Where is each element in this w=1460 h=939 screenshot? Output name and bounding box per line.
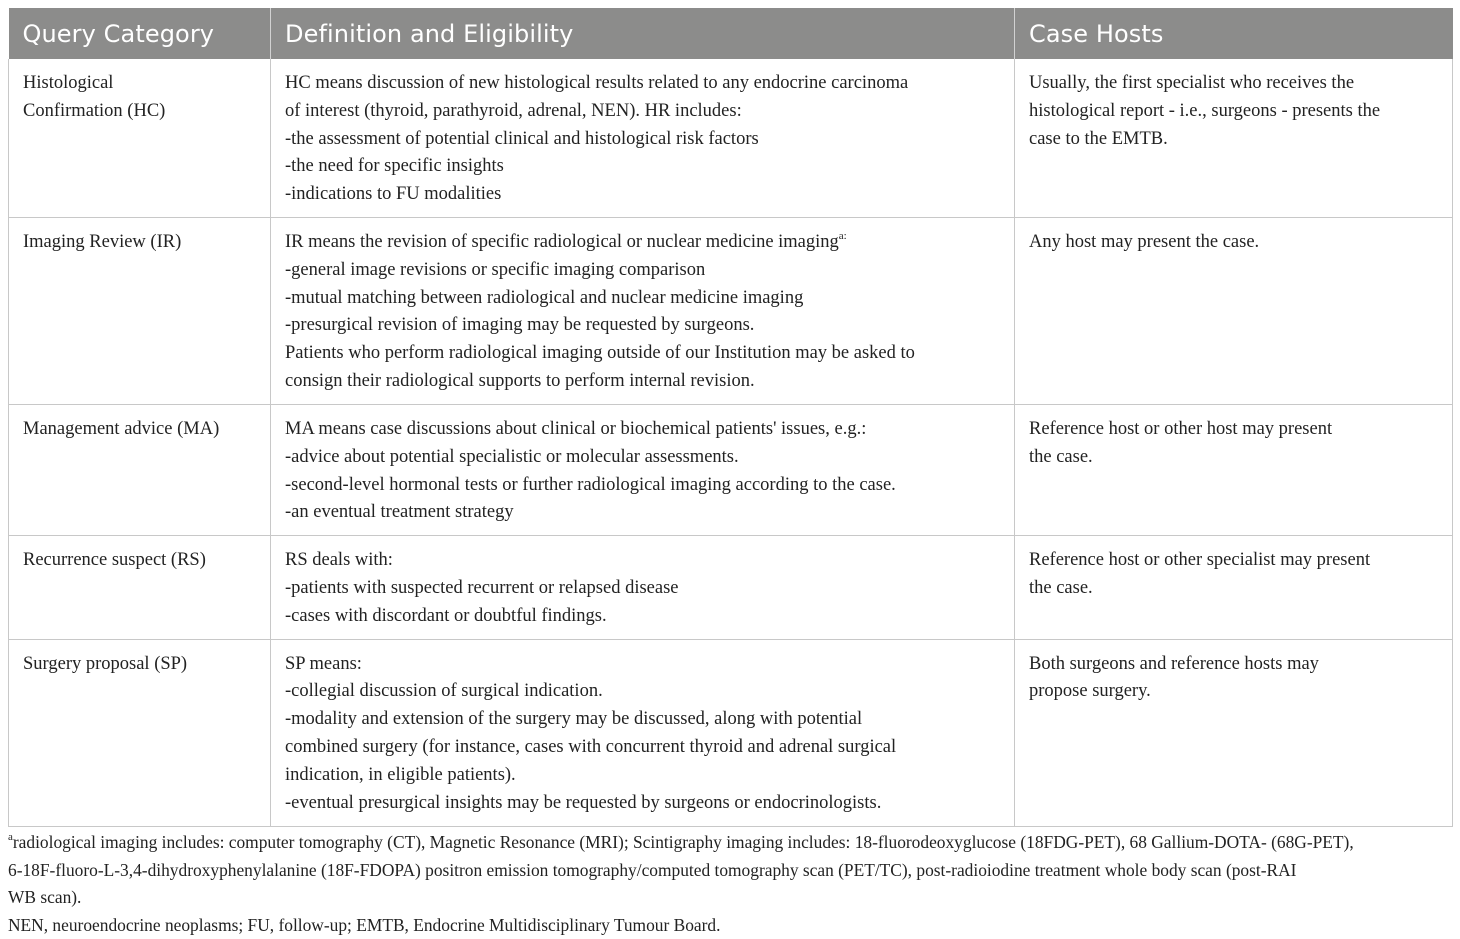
hosts-line: histological report - i.e., surgeons - presents the [1029,98,1442,126]
definition-line: -presurgical revision of imaging may be requested by surgeons. [285,312,1004,340]
footnote-a-line: WB scan). [8,884,1452,912]
hosts-line: propose surgery. [1029,678,1442,706]
hosts-line: Both surgeons and reference hosts may [1029,651,1442,679]
category-cell [9,404,271,535]
hosts-cell [1015,404,1453,535]
table-row [9,217,1453,404]
header-row [9,8,1453,59]
definition-line: -collegial discussion of surgical indication. [285,678,1004,706]
footnote-a-text: radiological imaging includes: computer tomography (CT), Magnetic Resonance (MRI); Scintigraphy imaging includes: 18-fluorodeoxyglucose (18FDG-PET), 68 Gallium-DOTA- (68G-PET), [13,832,1354,852]
category-text: Imaging Review (IR) [23,229,260,257]
category-text: Confirmation (HC) [23,98,260,126]
definition-line: -second-level hormonal tests or further radiological imaging according to the case. [285,472,1004,500]
hosts-line: the case. [1029,575,1442,603]
definition-line: -the need for specific insights [285,153,1004,181]
definition-line: -mutual matching between radiological and nuclear medicine imaging [285,285,1004,313]
definition-line [285,229,1004,257]
definition-line: -modality and extension of the surgery may be discussed, along with potential [285,706,1004,734]
definition-cell [271,536,1015,639]
abbreviations-footnote: NEN, neuroendocrine neoplasms; FU, follow-up; EMTB, Endocrine Multidisciplinary Tumour Board. [8,912,1452,939]
category-cell [9,639,271,826]
definition-line: -an eventual treatment strategy [285,499,1004,527]
query-category-table [8,8,1453,827]
footnote-a-line: 6-18F-fluoro-L-3,4-dihydroxyphenylalanine (18F-FDOPA) positron emission tomography/computed tomography scan (PET/TC), post-radioiodine treatment whole body scan (post-RAI [8,857,1452,885]
category-text: Surgery proposal (SP) [23,651,260,679]
footnote-a-line [8,829,1452,857]
definition-line: -indications to FU modalities [285,181,1004,209]
hosts-cell [1015,59,1453,217]
category-cell [9,59,271,217]
category-text: Recurrence suspect (RS) [23,547,260,575]
hosts-line: Reference host or other specialist may present [1029,547,1442,575]
definition-line: RS deals with: [285,547,1004,575]
table-header [9,8,1453,59]
definition-line: -cases with discordant or doubtful findings. [285,603,1004,631]
definition-line: -the assessment of potential clinical and histological risk factors [285,126,1004,154]
definition-cell [271,404,1015,535]
definition-line: -patients with suspected recurrent or relapsed disease [285,575,1004,603]
definition-line: -advice about potential specialistic or molecular assessments. [285,444,1004,472]
category-cell [9,217,271,404]
table-row [9,639,1453,826]
hosts-cell [1015,536,1453,639]
table-footnotes [8,829,1452,939]
definition-line: Patients who perform radiological imaging outside of our Institution may be asked to [285,340,1004,368]
hosts-line: Usually, the first specialist who receives the [1029,70,1442,98]
table-row [9,404,1453,535]
hosts-cell [1015,639,1453,826]
hosts-cell [1015,217,1453,404]
definition-line: -eventual presurgical insights may be requested by surgeons or endocrinologists. [285,790,1004,818]
hosts-line: Reference host or other host may present [1029,416,1442,444]
hosts-line: case to the EMTB. [1029,126,1442,154]
definition-line: of interest (thyroid, parathyroid, adrenal, NEN). HR includes: [285,98,1004,126]
table-row [9,59,1453,217]
header-query-category: Query Category [9,8,271,59]
definition-line: HC means discussion of new histological results related to any endocrine carcinoma [285,70,1004,98]
hosts-line: the case. [1029,444,1442,472]
category-text: Histological [23,70,260,98]
definition-cell [271,59,1015,217]
definition-cell [271,639,1015,826]
category-cell [9,536,271,639]
table-body [9,59,1453,826]
footnote-a-marker: a [8,831,13,843]
header-definition-eligibility: Definition and Eligibility [271,8,1015,59]
category-text: Management advice (MA) [23,416,260,444]
header-case-hosts: Case Hosts [1015,8,1453,59]
query-category-table-container [8,8,1452,827]
definition-line: consign their radiological supports to perform internal revision. [285,368,1004,396]
table-row [9,536,1453,639]
definition-line: indication, in eligible patients). [285,762,1004,790]
definition-line: MA means case discussions about clinical or biochemical patients' issues, e.g.: [285,416,1004,444]
definition-line: combined surgery (for instance, cases with concurrent thyroid and adrenal surgical [285,734,1004,762]
definition-line: SP means: [285,651,1004,679]
hosts-line: Any host may present the case. [1029,229,1442,257]
definition-first-text: IR means the revision of specific radiological or nuclear medicine imaging [285,232,839,252]
footnote-marker-a: a: [839,230,847,242]
definition-cell [271,217,1015,404]
definition-line: -general image revisions or specific imaging comparison [285,257,1004,285]
